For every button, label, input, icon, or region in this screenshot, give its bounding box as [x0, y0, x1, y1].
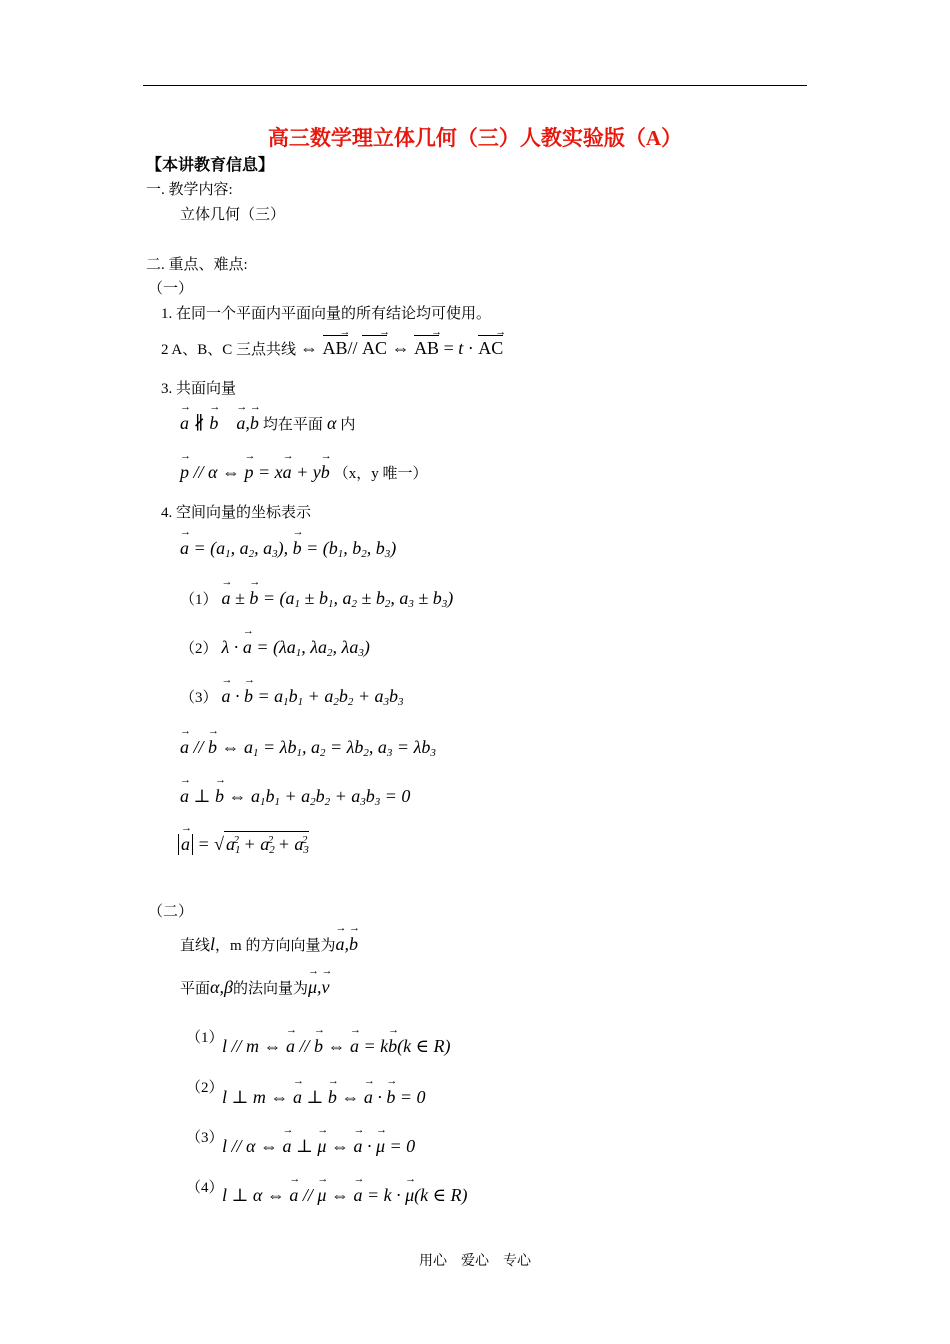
item-1: 1. 在同一个平面内平面向量的所有结论均可使用。 — [161, 306, 492, 322]
formula-relation-3: l // α ⇔ → a ⊥ → μ ⇔ → a · → μ = 0 — [222, 1136, 415, 1157]
formula-a-b-dir: → a,→ b — [335, 934, 358, 954]
symbol-alpha-beta: α,β — [210, 977, 233, 997]
formula-a-not-parallel-b: → a ∦ → b — [180, 413, 218, 433]
plane-normal-mid: 的法向量为 — [232, 981, 308, 997]
info-header: 【本讲教育信息】 — [146, 157, 275, 174]
relation-4-label: （4） — [186, 1180, 224, 1196]
formula-mu-v: → μ,→ v — [308, 977, 330, 997]
formula-coordinates: → $a = (a_1$, $a_2$, $a_3$), → $b = (b_1$, $b_2$, $b_3$) — [180, 538, 396, 560]
item-3: 3. 共面向量 — [161, 381, 237, 397]
formula-p-parallel-alpha: → p // α ⇔ → p = x→ a + y→ b — [180, 462, 330, 482]
coplanar-suffix: 内 — [340, 417, 356, 433]
op-2 — [180, 637, 370, 659]
formula-add-sub: → a ± → $b = (a_1 \pm b_1$, $a_2 \pm b_2$, $a_3 \pm b_3$) — [222, 588, 454, 608]
formula-a-b: → a,→ b — [236, 413, 259, 433]
op-1-label: （1） — [180, 592, 218, 608]
relation-1 — [186, 1026, 224, 1047]
line-direction-mid: ，m 的方向向量为 — [215, 938, 336, 954]
part-2-label: （二） — [148, 904, 194, 920]
coplanar-formula — [180, 462, 428, 483]
part-1-label: （一） — [148, 281, 194, 297]
relation-2 — [186, 1076, 224, 1097]
section-1-content: 立体几何（三） — [180, 207, 286, 223]
relation-1-label: （1） — [186, 1030, 224, 1046]
relation-3 — [186, 1126, 224, 1147]
plane-normal-prefix: 平面 — [180, 981, 211, 997]
item-2-text: 2 A、B、C 三点共线 — [161, 342, 297, 358]
page-footer: 用心 爱心 专心 — [419, 1254, 531, 1269]
formula-relation-4: l ⊥ α ⇔ → a // → μ ⇔ → a = k · → μ(k ∈ R) — [222, 1185, 467, 1206]
formula-parallel: → a // → b ⇔ $a_1 = \lambda b_1$, $a_2 = \lambda b_2$, $a_3 = \lambda b_3$ — [180, 737, 436, 759]
plane-normal — [180, 977, 330, 998]
header-rule — [143, 85, 807, 86]
formula-dot: → a · → $b = a_1b_1 + a_2b_2 + a_3b_3$ — [222, 686, 404, 706]
line-direction-prefix: 直线 — [180, 938, 211, 954]
coplanar-condition — [180, 413, 355, 434]
item-2 — [161, 338, 503, 359]
symbol-l: l — [210, 934, 216, 954]
section-2-heading: 二. 重点、难点: — [146, 257, 248, 273]
op-3 — [180, 686, 403, 708]
formula-relation-1: l // m ⇔ → a // → b ⇔ → a = k→ b(k ∈ R) — [222, 1036, 450, 1057]
item-2-formula: ⇔ AB →// AC → ⇔ AB → = t · AC → — [300, 338, 503, 358]
formula-perpendicular: → a ⊥ → b ⇔ $a_1b_1 + a_2b_2 + a_3b_3 = 0$ — [180, 786, 410, 808]
op-3-label: （3） — [180, 690, 218, 706]
relation-4 — [186, 1176, 224, 1197]
unique-note: （x，y 唯一） — [333, 466, 428, 482]
coplanar-text: 均在平面 — [262, 417, 323, 433]
section-1-heading: 一. 教学内容: — [146, 182, 233, 198]
formula-magnitude: → a = √ $a_1^2 + a_2^2 + a_3^2$ — [178, 831, 309, 856]
item-4: 4. 空间向量的坐标表示 — [161, 505, 312, 521]
alpha-symbol: α — [326, 413, 337, 433]
op-2-label: （2） — [180, 641, 218, 657]
formula-relation-2: l ⊥ m ⇔ → a ⊥ → b ⇔ → a · → b = 0 — [222, 1087, 426, 1108]
relation-2-label: （2） — [186, 1080, 224, 1096]
page-title: 高三数学理立体几何（三）人教实验版（A） — [267, 126, 683, 150]
line-direction — [180, 934, 358, 955]
formula-scalar: λ · → $a = (\lambda a_1$, $\lambda a_2$, $\lambda a_3$) — [222, 637, 370, 657]
relation-3-label: （3） — [186, 1130, 224, 1146]
op-1 — [180, 588, 453, 610]
